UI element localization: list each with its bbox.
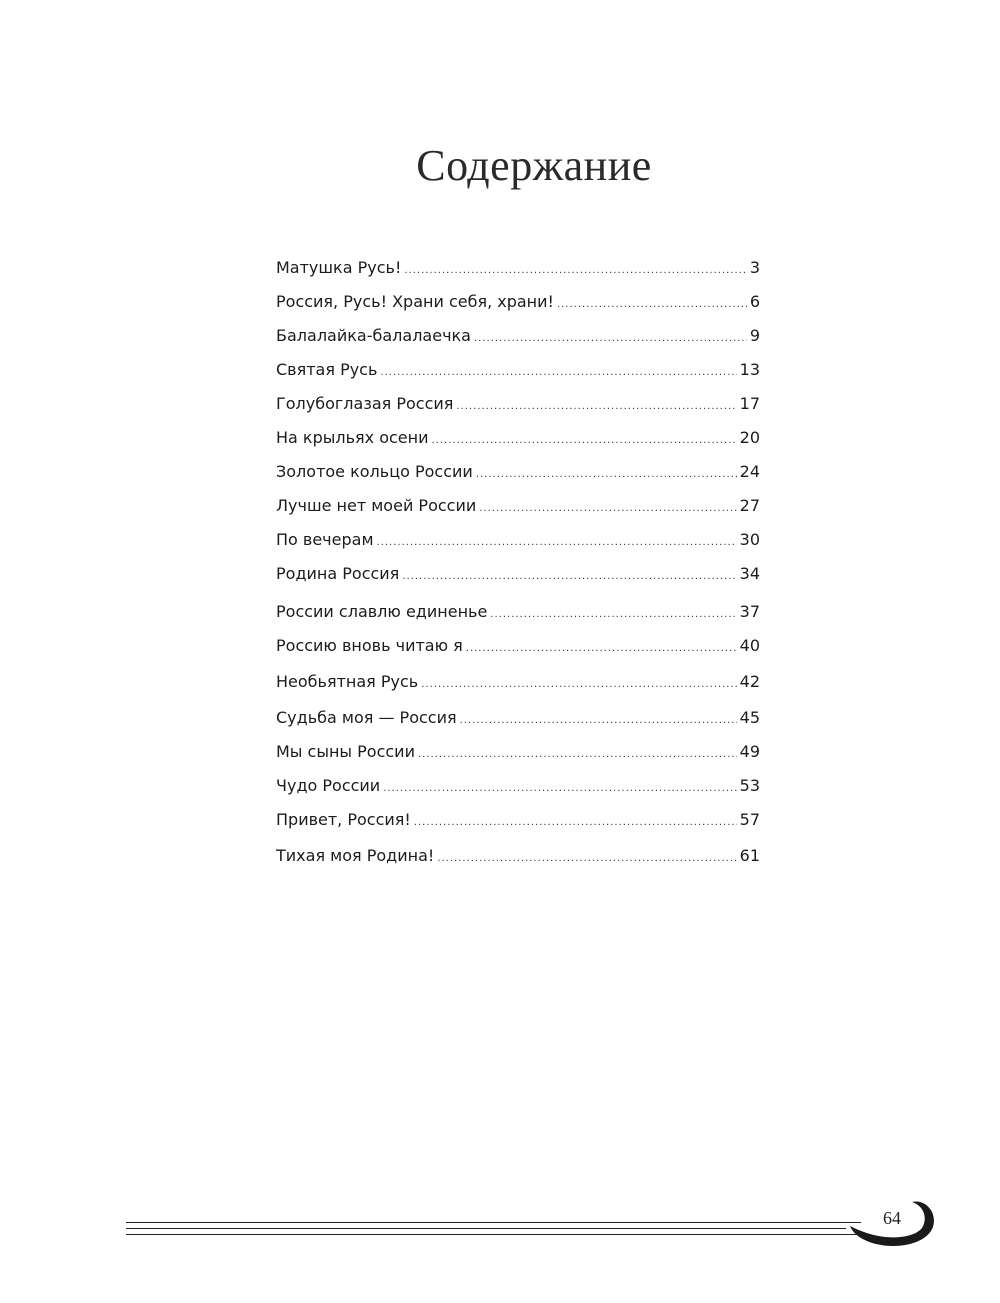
toc-entry-page: 42 [739,672,760,691]
toc-entry-title: Святая Русь [276,360,378,379]
toc-entry [276,634,760,658]
toc-entry [276,256,760,280]
toc-entry-page: 57 [739,810,760,829]
toc-dot-leader [474,327,747,351]
footer-rule [126,1228,846,1229]
toc-dot-leader [432,429,737,453]
toc-entry-page: 49 [739,742,760,761]
page-title: Содержание [416,141,652,190]
toc-entry [276,324,760,348]
toc-entry [276,706,760,730]
toc-dot-leader [437,847,736,871]
toc-dot-leader [466,637,737,661]
toc-entry-page: 30 [739,530,760,549]
page-number: 64 [883,1208,901,1228]
toc-entry [276,494,760,518]
toc-dot-leader [460,709,737,733]
toc-entry-page: 20 [739,428,760,447]
toc-entry-page: 34 [739,564,760,583]
toc-entry [276,562,760,586]
toc-entry [276,460,760,484]
toc-entry [276,600,760,624]
toc-entry-title: России славлю единенье [276,602,488,621]
toc-dot-leader [402,565,736,589]
toc-entry [276,808,760,832]
toc-entry-title: Балалайка-балалаечка [276,326,471,345]
toc-entry-title: Родина Россия [276,564,400,583]
toc-entry-title: На крыльях осени [276,428,429,447]
toc-dot-leader [456,395,736,419]
toc-entry-title: Россию вновь читаю я [276,636,463,655]
toc-entry-title: Матушка Русь! [276,258,402,277]
toc-entry [276,528,760,552]
toc-entry-title: Лучше нет моей России [276,496,477,515]
toc-entry-page: 9 [749,326,760,345]
toc-entry-page: 3 [749,258,760,277]
toc-entry-page: 53 [739,776,760,795]
toc-entry-title: Привет, Россия! [276,810,411,829]
footer-rule [126,1234,861,1235]
toc-entry-page: 45 [739,708,760,727]
toc-dot-leader [380,361,736,385]
toc-dot-leader [421,673,736,697]
toc-entry [276,426,760,450]
toc-entry-page: 27 [739,496,760,515]
toc-entry-page: 40 [739,636,760,655]
toc-entry-title: Мы сыны России [276,742,415,761]
toc-entry-title: Тихая моя Родина! [276,846,435,865]
toc-entry-page: 37 [739,602,760,621]
toc-entry-title: Голубоглазая Россия [276,394,454,413]
toc-entry-page: 61 [739,846,760,865]
toc-entry-page: 17 [739,394,760,413]
toc-entry [276,844,760,868]
toc-dot-leader [479,497,736,521]
toc-entry-page: 24 [739,462,760,481]
toc-entry-title: Россия, Русь! Храни себя, храни! [276,292,554,311]
toc-dot-leader [418,743,737,767]
toc-entry-page: 13 [739,360,760,379]
toc-entry [276,740,760,764]
toc-entry-title: Чудо России [276,776,381,795]
toc-entry-title: По вечерам [276,530,374,549]
toc-dot-leader [490,603,736,627]
toc-entry [276,358,760,382]
toc-entry [276,670,760,694]
toc-entry-page: 6 [749,292,760,311]
toc-dot-leader [383,777,736,801]
toc-entry-title: Необьятная Русь [276,672,419,691]
toc-entry [276,290,760,314]
toc-entry [276,774,760,798]
toc-entry [276,392,760,416]
toc-dot-leader [414,811,737,835]
toc-dot-leader [476,463,737,487]
toc-entry-title: Золотое кольцо России [276,462,473,481]
toc-dot-leader [404,259,746,283]
footer-rule [126,1222,861,1223]
toc-entry-title: Судьба моя — Россия [276,708,457,727]
toc-dot-leader [557,293,747,317]
toc-dot-leader [377,531,737,555]
